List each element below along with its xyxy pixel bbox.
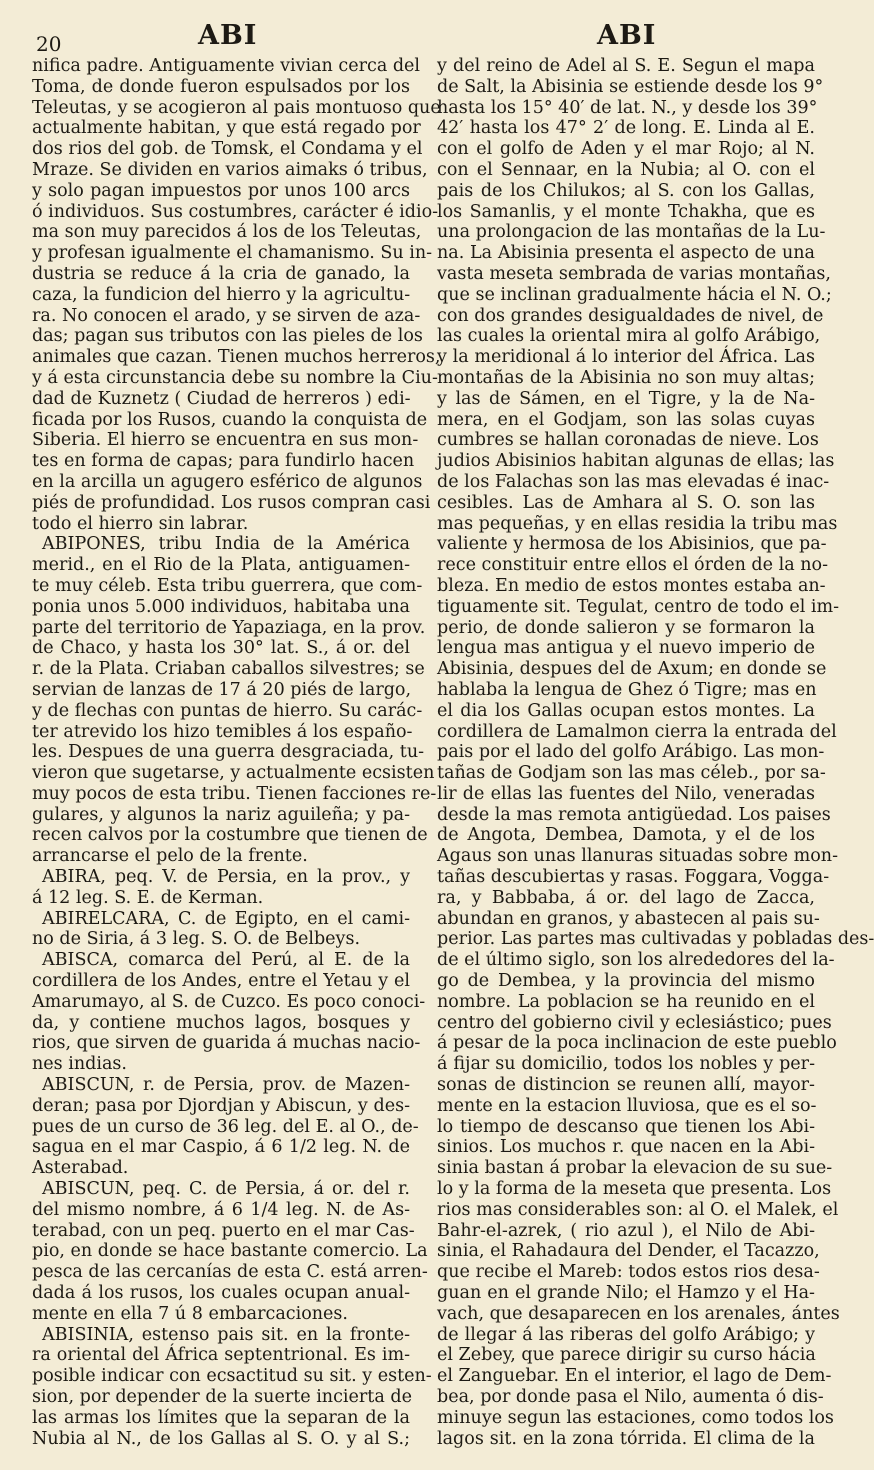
text-line: valiente y hermosa de los Abisinios, que pa-	[437, 534, 827, 555]
text-line: lo y la forma de la meseta que presenta. Los	[437, 1179, 832, 1200]
text-line: cordillera de los Andes, entre el Yetau y el	[32, 971, 410, 992]
text-line: ponia unos 5.000 individuos, habitaba una	[32, 596, 410, 617]
running-header-left: ABI	[198, 20, 258, 51]
text-line: lagos sit. en la zona tórrida. El clima de la	[437, 1428, 815, 1449]
text-line: sagua en el mar Caspio, á 6 1/2 leg. N. de	[32, 1137, 410, 1158]
text-line: que recibe el Mareb: todos estos rios desa-	[437, 1262, 820, 1283]
text-line: abundan en granos, y abastecen al pais su-	[437, 908, 820, 929]
text-line: y las de Sámen, en el Tigre, y la de Na-	[437, 388, 815, 409]
text-line: Nubia al N., de los Gallas al S. O. y al S.;	[32, 1428, 410, 1449]
page-number: 20	[36, 32, 62, 56]
text-line: con dos grandes desigualdades de nivel, de	[437, 305, 824, 326]
text-line: servian de lanzas de 17 á 20 piés de largo,	[32, 679, 412, 700]
text-line: rios mas considerables son: al O. el Malek, el	[437, 1199, 839, 1220]
text-line: Bahr-el-azrek, ( rio azul ), el Nilo de Abi-	[437, 1220, 815, 1241]
text-line: lo tiempo de descanso que tienen los Abi-	[437, 1116, 815, 1137]
text-line: pais por el lado del golfo Arábigo. Las mon-	[437, 742, 825, 763]
text-line: bea, por donde pasa el Nilo, aumenta ó dis-	[437, 1387, 824, 1407]
text-line: ficada por los Rusos, cuando la conquista de	[32, 409, 428, 430]
text-line: cordillera de Lamalmon cierra la entrada del	[437, 721, 837, 742]
text-line: nombre. La poblacion se ha reunido en el	[437, 991, 815, 1012]
text-line: deran; pasa por Djordjan y Abiscun, y des-	[32, 1095, 410, 1116]
text-line: y del reino de Adel al S. E. Segun el mapa	[437, 56, 815, 76]
text-line: lengua mas antigua y el nuevo imperio de	[437, 638, 815, 659]
text-line: hasta los 15° 40′ de lat. N., y desde los 39°	[437, 97, 818, 118]
text-line: mente en ella 7 ú 8 embarcaciones.	[32, 1303, 348, 1324]
text-line: centro del gobierno civil y eclesiástico; pues	[437, 1012, 832, 1033]
text-line: Abisinia, despues del de Axum; en donde se	[437, 659, 827, 680]
text-line: el dia los Gallas ocupan estos montes. La	[437, 700, 815, 721]
text-line: tiguamente sit. Tegulat, centro de todo el im-	[437, 596, 840, 617]
text-line: todo el hierro sin labrar.	[32, 513, 249, 534]
text-line: sinios. Los muchos r. que nacen en la Abi-	[437, 1137, 815, 1158]
text-line: con el golfo de Aden y el mar Rojo; al N.	[437, 139, 815, 160]
text-line: nes indias.	[32, 1054, 127, 1075]
text-line: mera, en el Godjam, son las solas cuyas	[437, 409, 815, 430]
text-line: vieron que sugetarse, y actualmente ecsisten	[32, 763, 435, 784]
text-line: á pesar de la poca inclinacion de este pueblo	[437, 1033, 837, 1054]
text-line: pesca de las cercanías de esta C. está arren-	[32, 1262, 428, 1283]
text-line: pues de un curso de 36 leg. del E. al O., de-	[32, 1116, 419, 1137]
text-line: mente en la estacion lluviosa, que es el so-	[437, 1095, 817, 1116]
text-line: cesibles. Las de Amhara al S. O. son las	[437, 492, 815, 513]
text-line: pio, en donde se hace bastante comercio. La	[32, 1241, 428, 1262]
text-line: y á esta circunstancia debe su nombre la Ciu-	[32, 367, 438, 388]
text-line: rios, que sirven de guarida á muchas nacio-	[32, 1033, 421, 1054]
text-line: vasta meseta sembrada de varias montañas,	[437, 263, 831, 284]
right-column	[437, 56, 874, 1449]
text-line: no de Siria, á 3 leg. S. O. de Belbeys.	[32, 929, 361, 950]
text-line: ABISCUN, r. de Persia, prov. de Mazen-	[42, 1075, 410, 1096]
text-line: rece constituir entre ellos el órden de la no-	[437, 555, 829, 576]
text-line: de Salt, la Abisinia se estiende desde los 9°	[437, 76, 824, 97]
text-line: judios Abisinios habitan algunas de ellas; las	[437, 451, 835, 472]
text-line: y de flechas con puntas de hierro. Su carác-	[32, 700, 423, 721]
text-line: Asterabad.	[32, 1158, 129, 1179]
text-line: minuye segun las estaciones, como todos los	[437, 1407, 834, 1428]
text-line: de Angota, Dembea, Damota, y el de los	[437, 825, 815, 846]
text-line: el Zanguebar. En el interior, el lago de Dem-	[437, 1366, 832, 1387]
text-line: das; pagan sus tributos con las pieles de los	[32, 326, 423, 347]
text-line: con el Sennaar, en la Nubia; al O. con el	[437, 159, 815, 180]
text-line: de el último siglo, son los alrededores del la-	[437, 950, 835, 971]
text-line: Agaus son unas llanuras situadas sobre mon-	[437, 846, 838, 867]
text-line: merid., en el Rio de la Plata, antiguamen-	[32, 555, 410, 576]
text-line: bleza. En medio de estos montes estaba an-	[437, 575, 826, 596]
text-line: vach, que desaparecen en los arenales, ántes	[437, 1303, 840, 1324]
text-line: Siberia. El hierro se encuentra en sus mon-	[32, 430, 419, 451]
text-line: Toma, de donde fueron espulsados por los	[32, 76, 410, 97]
text-line: Mraze. Se dividen en varios aimaks ó tribus,	[32, 159, 428, 180]
text-line: del mismo nombre, á 6 1/4 leg. N. de As-	[32, 1199, 410, 1220]
text-line: go de Dembea, y la provincia del mismo	[437, 971, 815, 992]
text-line: los Samanlis, y el monte Tchakha, que es	[437, 201, 815, 222]
text-line: sinia bastan á probar la elevacion de su sue-	[437, 1158, 833, 1179]
text-line: te muy céleb. Esta tribu guerrera, que com-	[32, 575, 423, 596]
text-line: terabad, con un peq. puerto en el mar Cas-	[32, 1220, 415, 1241]
text-line: da, y contiene muchos lagos, bosques y	[32, 1012, 410, 1033]
text-line: animales que cazan. Tienen muchos herreros,	[32, 347, 441, 368]
text-line: ó individuos. Sus costumbres, carácter é idio-	[32, 201, 439, 222]
text-line: tes en forma de capas; para fundirlo hacen	[32, 451, 415, 472]
text-line: dos rios del gob. de Tomsk, el Condama y el	[32, 139, 423, 160]
text-line: tañas de Godjam son las mas céleb., por sa-	[437, 763, 826, 784]
text-line: Teleutas, y se acogieron al pais montuoso que	[32, 97, 441, 118]
text-line: r. de la Plata. Criaban caballos silvestres; se	[32, 659, 425, 680]
text-line: pais de los Chilukos; al S. con los Gallas,	[437, 180, 815, 201]
text-line: ABISCUN, peq. C. de Persia, á or. del r.	[42, 1179, 410, 1200]
text-line: ABISCA, comarca del Perú, al E. de la	[42, 950, 410, 971]
text-line: y solo pagan impuestos por unos 100 arcs	[32, 180, 410, 201]
text-line: dad de Kuznetz ( Ciudad de herreros ) edi-	[32, 388, 411, 409]
text-line: á fijar su domicilio, todos los nobles y per-	[437, 1054, 815, 1075]
text-line: ABIRA, peq. V. de Persia, en la prov., y	[42, 867, 410, 888]
text-line: y profesan igualmente el chamanismo. Su in-	[32, 243, 433, 264]
text-line: sion, por depender de la suerte incierta de	[32, 1387, 412, 1407]
text-line: parte del territorio de Yapaziaga, en la prov.	[32, 617, 426, 638]
text-line: en la arcilla un agugero esférico de algunos	[32, 471, 423, 492]
text-line: recen calvos por la costumbre que tienen de	[32, 825, 428, 846]
text-line: Amarumayo, al S. de Cuzco. Es poco conoci-	[32, 991, 426, 1012]
text-line: ABISINIA, estenso pais sit. en la fronte-	[42, 1324, 410, 1345]
text-line: montañas de la Abisinia no son muy altas;	[437, 367, 815, 388]
text-line: sonas de distincion se reunen allí, mayor-	[437, 1075, 815, 1096]
text-line: na. La Abisinia presenta el aspecto de una	[437, 243, 815, 264]
text-line: las cuales la oriental mira al golfo Arábigo,	[437, 326, 821, 347]
text-line: mas pequeñas, y en ellas residia la tribu mas	[437, 513, 838, 534]
running-header-right: ABI	[597, 20, 657, 51]
text-line: ra, y Babbaba, á or. del lago de Zacca,	[437, 887, 815, 908]
text-line: sinia, el Rahadaura del Dender, el Tacazzo,	[437, 1241, 820, 1262]
text-line: guan en el grande Nilo; el Hamzo y el Ha-	[437, 1283, 815, 1304]
text-line: hablaba la lengua de Ghez ó Tigre; mas en	[437, 679, 817, 700]
text-line: cumbres se hallan coronadas de nieve. Los	[437, 430, 819, 451]
text-line: muy pocos de esta tribu. Tienen facciones re-	[32, 783, 437, 804]
text-line: nifica padre. Antiguamente vivian cerca del	[32, 56, 421, 76]
text-line: que se inclinan gradualmente hácia el N. O.;	[437, 284, 832, 305]
text-line: arrancarse el pelo de la frente.	[32, 846, 308, 867]
text-line: piés de profundidad. Los rusos compran casi	[32, 492, 431, 513]
text-line: tañas descubiertas y rasas. Foggara, Vogga-	[437, 867, 830, 888]
text-line: ma son muy parecidos á los de los Teleutas,	[32, 222, 422, 243]
text-line: las armas los límites que la separan de la	[32, 1407, 410, 1428]
text-line: á 12 leg. S. E. de Kerman.	[32, 887, 264, 908]
text-line: de los Falachas son las mas elevadas é inac-	[437, 471, 830, 492]
text-line: posible indicar con ecsactitud su sit. y esten-	[32, 1366, 432, 1387]
text-line: caza, la fundicion del hierro y la agricultu-	[32, 284, 411, 305]
text-line: dustria se reduce á la cria de ganado, la	[32, 263, 410, 284]
text-line: desde la mas remota antigüedad. Los paises	[437, 804, 831, 825]
left-column	[32, 56, 441, 1449]
text-line: de Chaco, y hasta los 30° lat. S., á or. del	[32, 638, 410, 659]
text-line: de llegar á las riberas del golfo Arábigo; y	[437, 1324, 815, 1345]
text-line: ABIRELCARA, C. de Egipto, en el cami-	[42, 908, 410, 929]
text-line: perior. Las partes mas cultivadas y pobladas des-	[437, 929, 874, 950]
text-line: ter atrevido los hizo temibles á los españo-	[32, 721, 413, 742]
text-line: 42′ hasta los 47° 2′ de long. E. Linda al E.	[437, 118, 815, 139]
text-line: les. Despues de una guerra desgraciada, tu-	[32, 742, 425, 763]
text-line: una prolongacion de las montañas de la Lu-	[437, 222, 826, 243]
text-line: y la meridional á lo interior del África. Las	[437, 347, 815, 368]
text-line: perio, de donde salieron y se formaron la	[437, 617, 815, 638]
text-line: ra. No conocen el arado, y se sirven de aza-	[32, 305, 421, 326]
text-line: el Zebey, que parece dirigir su curso hácia	[437, 1345, 816, 1366]
text-line: ra oriental del África septentrional. Es im-	[32, 1345, 410, 1366]
text-line: dada á los rusos, los cuales ocupan anual-	[32, 1283, 410, 1304]
text-line: ABIPONES, tribu India de la América	[42, 534, 410, 555]
text-line: lir de ellas las fuentes del Nilo, veneradas	[437, 783, 815, 804]
text-line: gulares, y algunos la nariz aguileña; y pa-	[32, 804, 410, 825]
text-line: actualmente habitan, y que está regado por	[32, 118, 421, 139]
